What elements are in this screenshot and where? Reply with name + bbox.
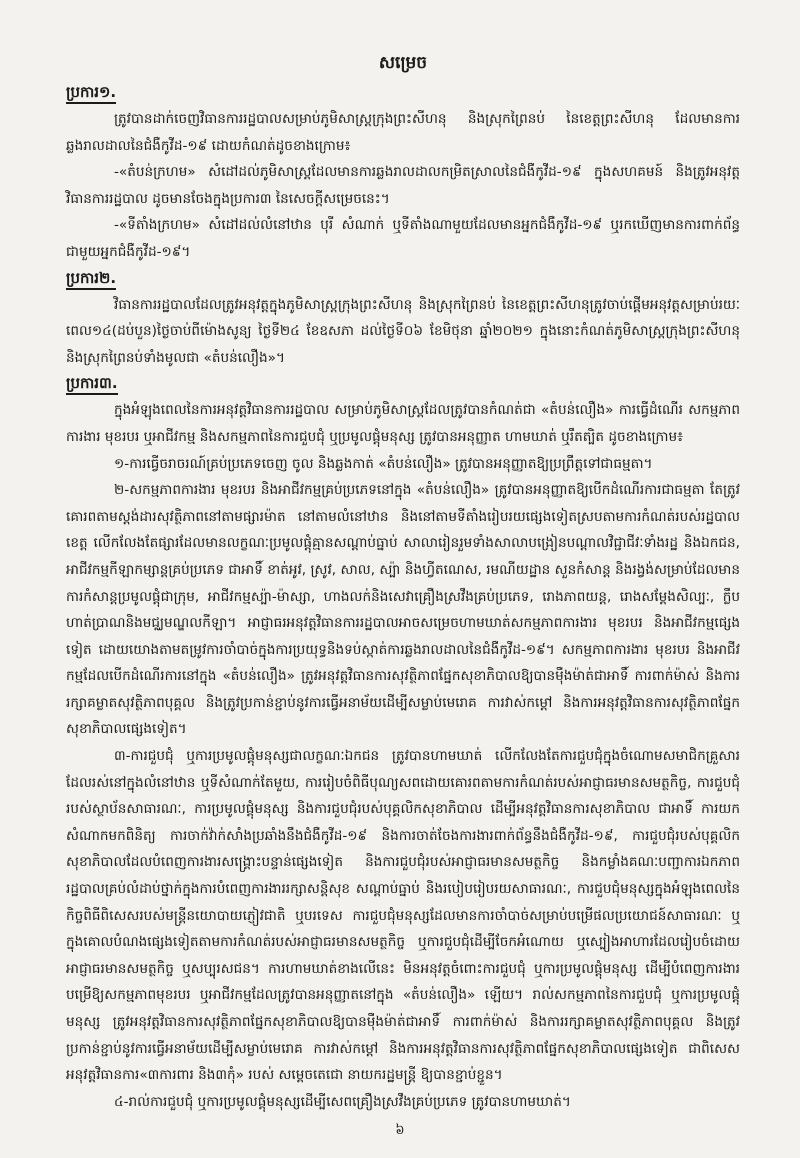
article-paragraph: ត្រូវបានដាក់ចេញវិធានការរដ្ឋបាលសម្រាប់ភូមិសាស្ត្រក្រុងព្រះសីហនុ និងស្រុកព្រៃនប់ នៃខេត្តព្រះសីហនុ ដែលមានការឆ្លងរាលដាលនៃជំងឺកូវីដ-១៩ ដោយកំណត់ដូចខាងក្រោម៖	[66, 111, 740, 154]
article-paragraph: ៤-រាល់ការជួបជុំ ឬការប្រមូលផ្តុំមនុស្សដើម្បីសេពគ្រឿងស្រវឹងគ្រប់ប្រភេទ ត្រូវបានហាមឃាត់។	[114, 1093, 571, 1110]
article-paragraph: ៣-ការជួបជុំ ឬការប្រមូលផ្តុំមនុស្សជាលក្ខណៈឯកជន ត្រូវបានហាមឃាត់ លើកលែងតែការជួបជុំក្នុងចំណោមសមាជិកគ្រួសារដែលរស់នៅក្នុងលំនៅឋាន ឬទីសំណាក់តែមួយ, ការរៀបចំពិធីបុណ្យសពដោយគោរពតាមការកំណត់របស់អាជ្ញាធរមានសមត្ថកិច្ច, ការជួបជុំរបស់ស្ថាប័នសាធារណៈ, ការប្រមូលផ្តុំមនុស្ស និងការជួបជុំរបស់បុគ្គលិកសុខាភិបាល ដើម្បីអនុវត្តវិធានការសុខាភិបាល ជាអាទិ៍ ការយកសំណាកមកពិនិត្យ ការចាក់វ៉ាក់សាំងប្រឆាំងនឹងជំងឺកូវីដ-១៩ និងការចាត់ចែងការងារពាក់ព័ន្ធនឹងជំងឺកូវីដ-១៩, ការជួបជុំរបស់បុគ្គលិកសុខាភិបាលដែលបំពេញការងារសង្គ្រោះបន្ទាន់ផ្សេងទៀត និងការជួបជុំរបស់អាជ្ញាធរមានសមត្ថកិច្ច និងកម្លាំងគណៈបញ្ជាការឯកភាពរដ្ឋបាលគ្រប់លំដាប់ថ្នាក់ក្នុងការបំពេញការងាររក្សាសន្តិសុខ សណ្តាប់ធ្នាប់ និងរបៀបរៀបរយសាធារណៈ, ការជួបជុំមនុស្សក្នុងអំឡុងពេលនៃកិច្ចពិធីពិសេសរបស់មន្ត្រីនយោបាយភ្ញៀវជាតិ ឬបរទេស ការជួបជុំមនុស្សដែលមានការចាំបាច់សម្រាប់បម្រើផលប្រយោជន៍សាធារណៈ ឬក្នុងគោលបំណងផ្សេងទៀតតាមការកំណត់របស់អាជ្ញាធរមានសមត្ថកិច្ច ឬការជួបជុំដើម្បីចែកអំណោយ ឬស្បៀងអាហារដែលរៀបចំដោយអាជ្ញាធរមានសមត្ថកិច្ច ឬសប្បុរសជន។ ការហាមឃាត់ខាងលើនេះ មិនអនុវត្តចំពោះការជួបជុំ ឬការប្រមូលផ្តុំមនុស្ស ដើម្បីបំពេញការងារបម្រើឱ្យសកម្មភាពមុខរបរ ឬអាជីវកម្មដែលត្រូវបានអនុញ្ញាតនៅក្នុង «តំបន់លឿង» ឡើយ។ រាល់សកម្មភាពនៃការជួបជុំ ឬការប្រមូលផ្តុំមនុស្ស ត្រូវអនុវត្តវិធានការសុវត្ថិភាពផ្នែកសុខាភិបាលឱ្យបានម៉ឺងម៉ាត់ជាអាទិ៍ ការពាក់ម៉ាស់ និងការរក្សាគម្លាតសុវត្ថិភាពបុគ្គល និងត្រូវប្រកាន់ខ្ជាប់នូវការធ្វើអនាម័យដើម្បីសម្លាប់មេរោគ ការវាស់កម្តៅ និងការអនុវត្តវិធានការសុវត្ថិភាពផ្នែកសុខាភិបាលផ្សេងទៀត ជាពិសេសអនុវត្តវិធានការ«៣ការពារ និង៣កុំ» របស់ សម្តេចតេជោ នាយករដ្ឋមន្ត្រី ឱ្យបានខ្ជាប់ខ្ជួន។	[66, 748, 740, 1084]
article-paragraph: ២-សកម្មភាពការងារ មុខរបរ និងអាជីវកម្មគ្រប់ប្រភេទនៅក្នុង «តំបន់លឿង» ត្រូវបានអនុញ្ញាតឱ្យបើកដំណើរការជាធម្មតា តែត្រូវគោរពតាមស្តង់ដារសុវត្ថិភាពនៅតាមផ្សារម៉ាត នៅតាមលំនៅឋាន និងនៅតាមទីតាំងរៀបរយផ្សេងទៀតស្របតាមការកំណត់របស់រដ្ឋបាលខេត្ត លើកលែងតែផ្សារដែលមានលក្ខណៈប្រមូលផ្តុំគ្មានសណ្តាប់ធ្នាប់ សាលារៀនរួមទាំងសាលាបង្រៀនបណ្តាលវិជ្ជាជីវៈទាំងរដ្ឋ និងឯកជន, អាជីវកម្មកីឡាកម្សាន្តគ្រប់ប្រភេទ ជាអាទិ៍ ខាត់អូវ, ស្រូវ, សាល, ស្ប៉ា និងហ្វីតណេស, រមណីយដ្ឋាន សួនកំសាន្ត និងរង្វង់សម្រាប់ដែលមានការកំសាន្តប្រមូលផ្តុំជាក្រុម, អាជីវកម្មស្ប៉ា-ម៉ាស្សា, ហាងលក់និងសេវាគ្រឿងស្រវឹងគ្រប់ប្រភេទ, រោងភាពយន្ត, រោងសម្តែងសិល្បៈ, ក្លឹបហាត់ប្រាណនិងមជ្ឈមណ្ឌលកីឡា។ អាជ្ញាធរអនុវត្តវិធានការរដ្ឋបាលអាចសម្រេចហាមឃាត់សកម្មភាពការងារ មុខរបរ និងអាជីវកម្មផ្សេងទៀត ដោយយោងតាមតម្រូវការចាំបាច់ក្នុងការប្រយុទ្ធនិងទប់ស្កាត់ការឆ្លងរាលដាលនៃជំងឺកូវីដ-១៩។ សកម្មភាពការងារ មុខរបរ និងអាជីវកម្មដែលបើកដំណើរការនៅក្នុង «តំបន់លឿង» ត្រូវអនុវត្តវិធានការសុវត្ថិភាពផ្នែកសុខាភិបាលឱ្យបានម៉ឺងម៉ាត់ជាអាទិ៍ ការពាក់ម៉ាស់ និងការរក្សាគម្លាតសុវត្ថិភាពបុគ្គល និងត្រូវប្រកាន់ខ្ជាប់នូវការធ្វើអនាម័យដើម្បីសម្លាប់មេរោគ ការវាស់កម្តៅ និងការអនុវត្តវិធានការសុវត្ថិភាពផ្នែកសុខាភិបាលផ្សេងទៀត។	[66, 482, 740, 738]
article-paragraph: វិធានការរដ្ឋបាលដែលត្រូវអនុវត្តក្នុងភូមិសាស្ត្រក្រុងព្រះសីហនុ និងស្រុកព្រៃនប់ នៃខេត្តព្រះសីហនុត្រូវចាប់ផ្តើមអនុវត្តសម្រាប់រយៈពេល១៤(ដប់បួន)ថ្ងៃចាប់ពីម៉ោងសូន្យ ថ្ងៃទី២៤ ខែឧសភា ដល់ថ្ងៃទី០៦ ខែមិថុនា ឆ្នាំ២០២១ ក្នុងនោះកំណត់ភូមិសាស្ត្រក្រុងព្រះសីហនុ និងស្រុកព្រៃនប់ទាំងមូលជា «តំបន់លឿង»។	[66, 296, 740, 366]
article-3	[66, 371, 740, 1115]
article-heading: ប្រការ១.	[66, 82, 116, 104]
article-2	[66, 266, 740, 372]
article-heading: ប្រការ២.	[66, 268, 116, 290]
page-number: ៦	[395, 1123, 405, 1138]
article-1	[66, 80, 740, 266]
article-paragraph: ក្នុងអំឡុងពេលនៃការអនុវត្តវិធានការរដ្ឋបាល សម្រាប់ភូមិសាស្ត្រដែលត្រូវបានកំណត់ជា «តំបន់លឿង» ការធ្វើដំណើរ សកម្មភាពការងារ មុខរបរ ឬអាជីវកម្ម និងសកម្មភាពនៃការជួបជុំ ឬប្រមូលផ្តុំមនុស្ស ត្រូវបានអនុញ្ញាត ហាមឃាត់ ឬរឹតត្បិត ដូចខាងក្រោម៖	[66, 402, 740, 445]
article-paragraph: ១-ការធ្វើចរាចរណ៍គ្រប់ប្រភេទចេញ ចូល និងឆ្លងកាត់ «តំបន់លឿង» ត្រូវបានអនុញ្ញាតឱ្យប្រព្រឹត្តទៅជាធម្មតា។	[114, 455, 653, 472]
article-paragraph: -«តំបន់ក្រហម» សំដៅដល់ភូមិសាស្ត្រដែលមានការឆ្លងរាលដាលកម្រិតស្រាលនៃជំងឺកូវីដ-១៩ ក្នុងសហគមន៍ និងត្រូវអនុវត្តវិធានការរដ្ឋបាល ដូចមានចែងក្នុងប្រការ៣ នៃសេចក្តីសម្រេចនេះ។	[66, 164, 740, 207]
article-paragraph: -«ទីតាំងក្រហម» សំដៅដល់លំនៅឋាន បុរី សំណាក់ ឬទីតាំងណាមួយដែលមានអ្នកជំងឺកូវីដ-១៩ ឬរកឃើញមានការពាក់ព័ន្ធជាមួយអ្នកជំងឺកូវីដ-១៩។	[66, 217, 740, 260]
article-heading: ប្រការ៣.	[66, 373, 118, 395]
document-title: សម្រេច	[378, 53, 428, 73]
